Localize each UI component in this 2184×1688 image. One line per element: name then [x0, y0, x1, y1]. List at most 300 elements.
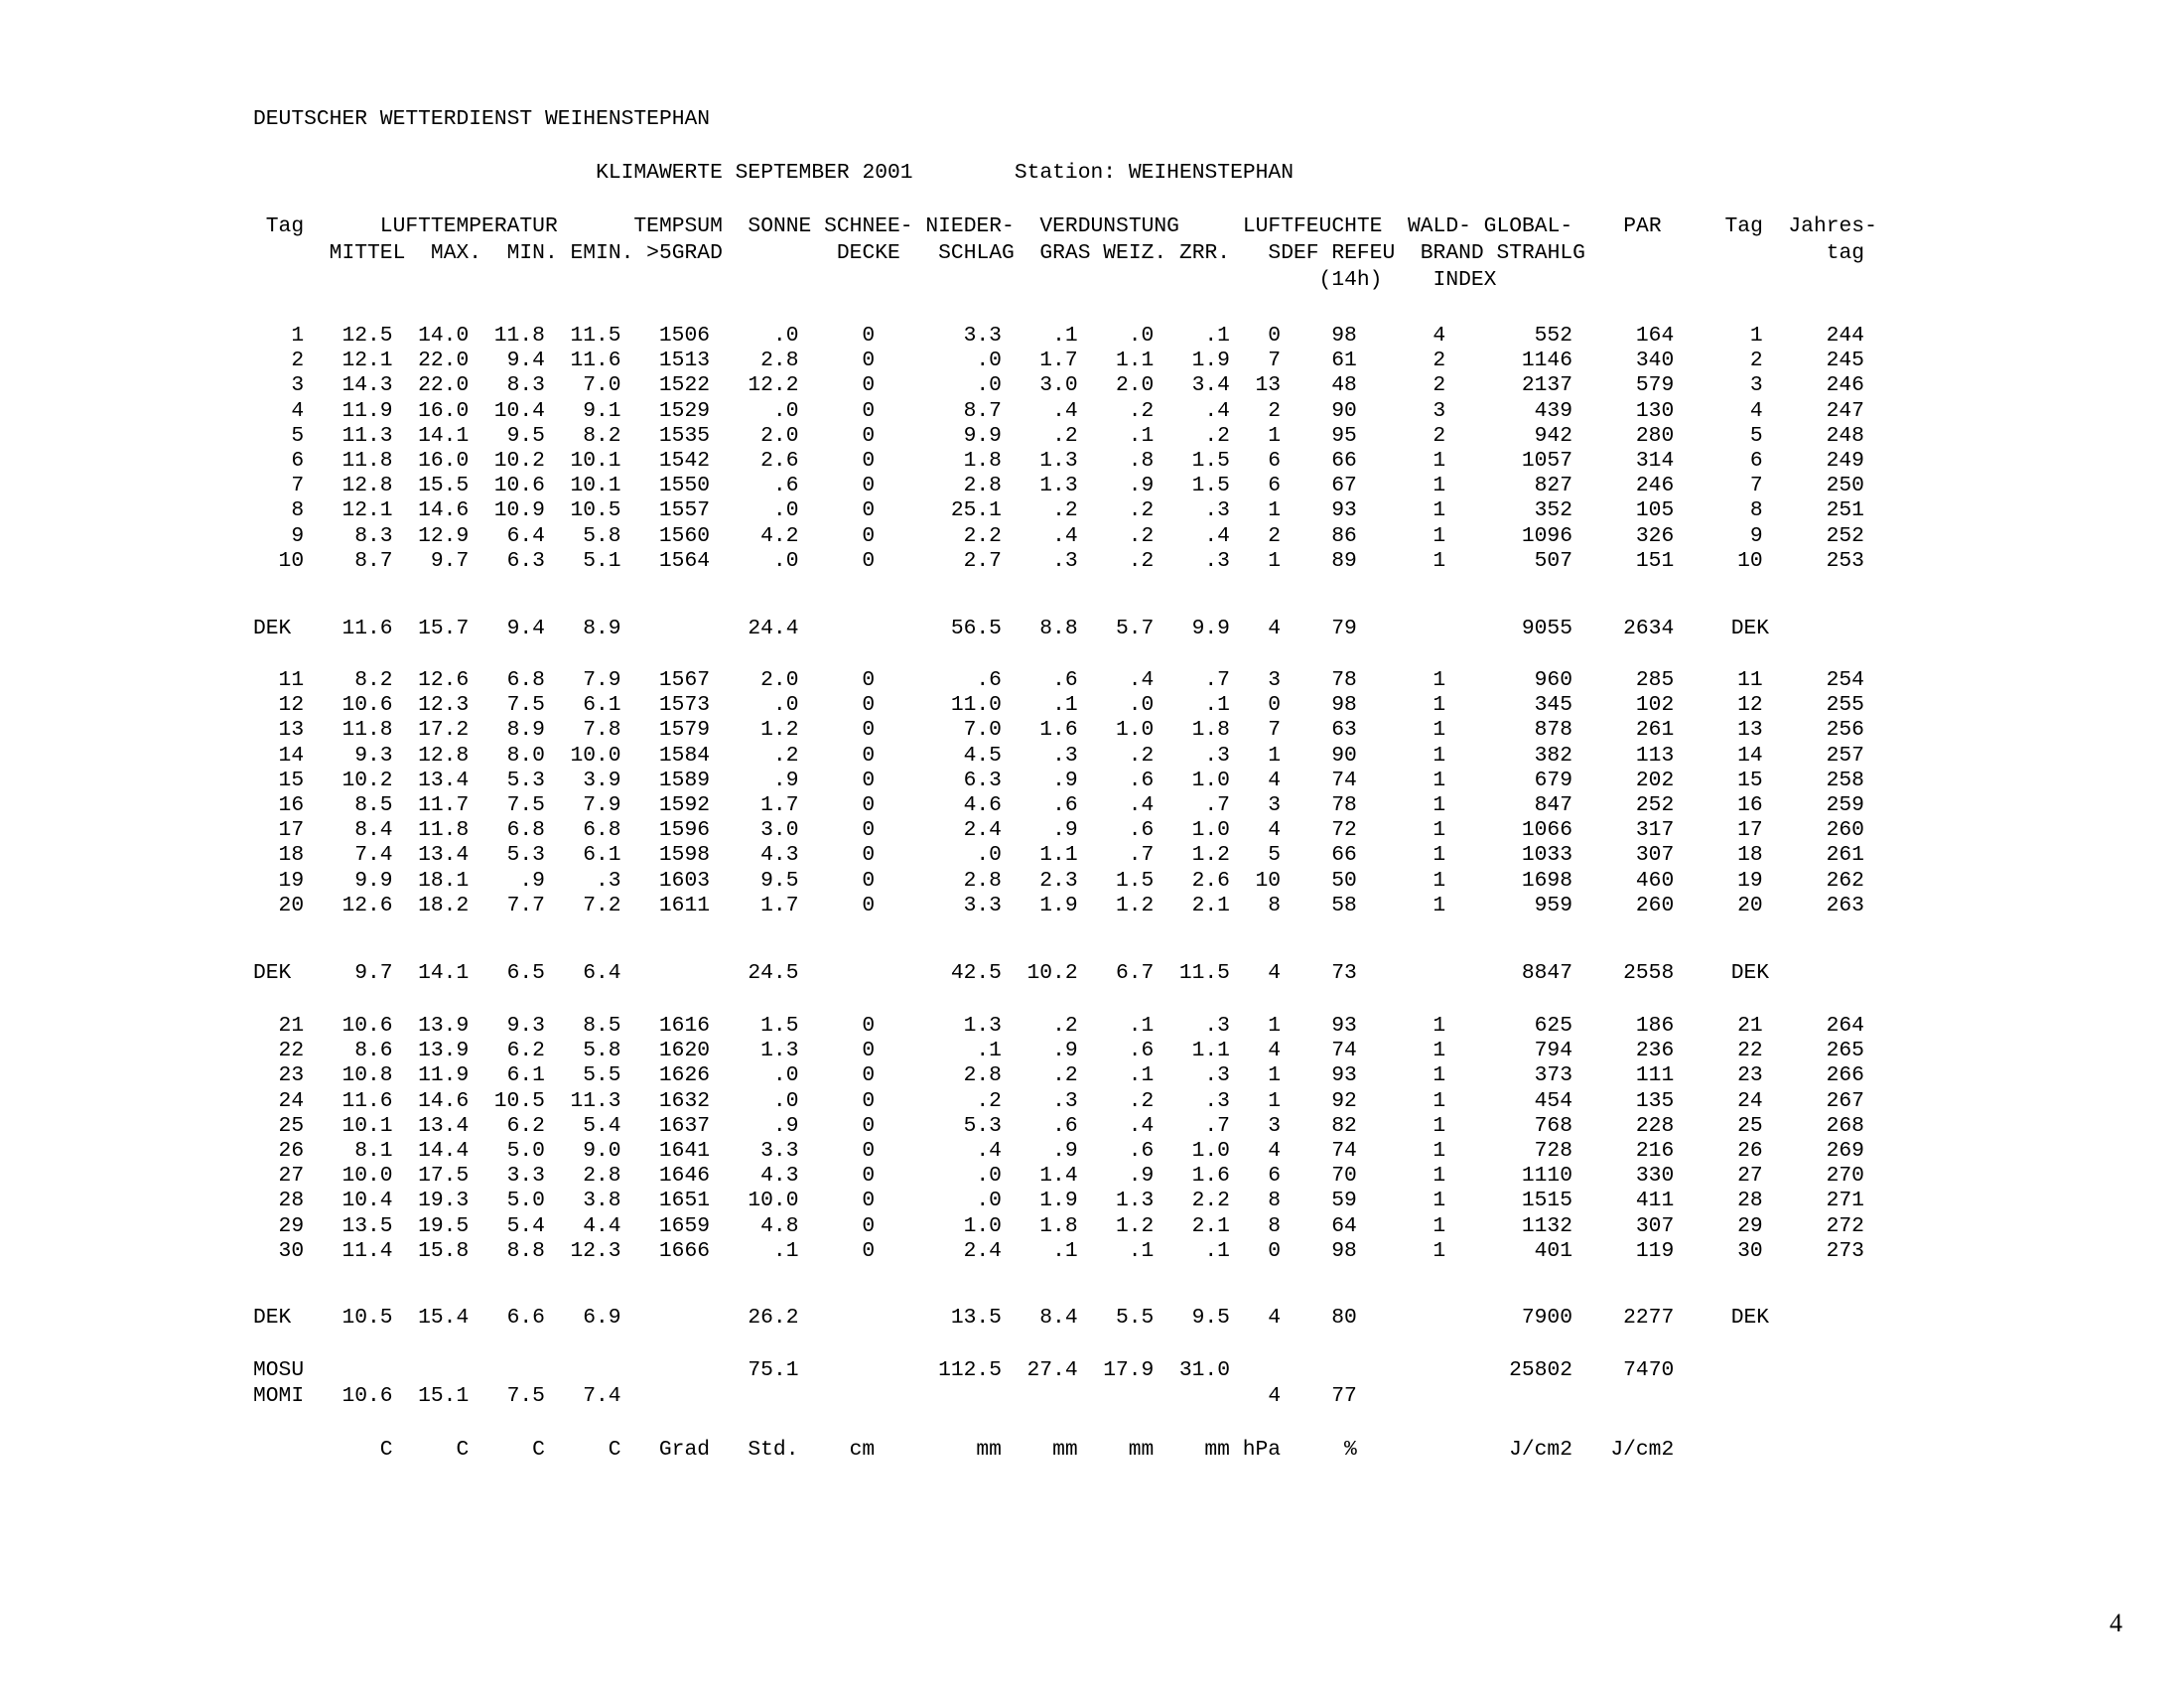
- cell-sdef: 4: [1268, 769, 1282, 792]
- cell-min: 9.3: [506, 1014, 545, 1038]
- cell-tempsum: 1535: [658, 424, 711, 448]
- cell-schnee: 0: [862, 399, 876, 423]
- cell-gras: 8.4: [1039, 1306, 1078, 1330]
- cell-zrr: .3: [1204, 498, 1230, 522]
- cell-weiz: .6: [1128, 769, 1155, 792]
- cell-zrr: 2.1: [1191, 894, 1230, 917]
- cell-par: 280: [1635, 424, 1675, 448]
- cell-min: 5.3: [506, 843, 545, 867]
- column-header-line-1: Tag LUFTTEMPERATUR TEMPSUM SONNE SCHNEE- NIEDER- VERDUNSTUNG LUFTFEUCHTE WALD- GLOBAL- PAR Tag Jahres-: [253, 214, 1877, 238]
- cell-mittel: 8.1: [354, 1139, 393, 1163]
- cell-nieder: 25.1: [950, 498, 1002, 522]
- cell-tag: 29: [278, 1214, 305, 1238]
- cell-zrr: .3: [1204, 1014, 1230, 1038]
- cell-nieder: 2.2: [963, 524, 1002, 548]
- cell-min: .9: [519, 869, 545, 893]
- cell-schnee: 0: [862, 894, 876, 917]
- cell-max: 15.7: [418, 617, 470, 640]
- cell-min: 8.3: [506, 373, 545, 397]
- cell-schnee: 0: [862, 498, 876, 522]
- cell-nieder: 1.0: [963, 1214, 1002, 1238]
- cell-wald: 1: [1433, 668, 1446, 692]
- cell-emin: 7.4: [583, 1384, 621, 1408]
- cell-global: 827: [1534, 474, 1572, 497]
- cell-sonne: 4.3: [760, 843, 799, 867]
- cell-sonne: .0: [772, 549, 799, 573]
- cell-mittel: 8.6: [354, 1039, 393, 1062]
- cell-jahrestag: 248: [1826, 424, 1864, 448]
- cell-sdef: hPa: [1242, 1438, 1282, 1462]
- cell-global: 1132: [1521, 1214, 1572, 1238]
- cell-tag2: 22: [1737, 1039, 1763, 1062]
- table-row: [253, 523, 1864, 550]
- cell-tag: 12: [278, 693, 305, 717]
- cell-mittel: 9.7: [354, 961, 393, 985]
- cell-global: 625: [1534, 1014, 1572, 1038]
- cell-label2: DEK: [1730, 961, 1770, 985]
- cell-zrr: 1.0: [1191, 1139, 1230, 1163]
- cell-jahrestag: 261: [1826, 843, 1864, 867]
- cell-sonne: 4.3: [760, 1164, 799, 1188]
- cell-par: 130: [1635, 399, 1675, 423]
- cell-mittel: 12.6: [341, 894, 393, 917]
- cell-refeu: 93: [1331, 498, 1357, 522]
- cell-min: 6.8: [506, 818, 545, 842]
- cell-wald: 1: [1433, 843, 1446, 867]
- cell-zrr: .7: [1204, 793, 1230, 817]
- cell-sonne: 4.8: [760, 1214, 799, 1238]
- cell-emin: 5.4: [583, 1114, 621, 1138]
- cell-schnee: 0: [862, 1014, 876, 1038]
- cell-tempsum: 1637: [658, 1114, 711, 1138]
- cell-tag2: 30: [1737, 1239, 1763, 1263]
- cell-label: MOSU: [253, 1358, 305, 1382]
- cell-tag: 22: [278, 1039, 305, 1062]
- cell-wald: 1: [1433, 769, 1446, 792]
- cell-refeu: 82: [1331, 1114, 1357, 1138]
- cell-min: 8.0: [506, 744, 545, 768]
- cell-par: 261: [1635, 718, 1675, 742]
- cell-min: 10.9: [493, 498, 545, 522]
- cell-gras: 1.4: [1039, 1164, 1078, 1188]
- cell-schnee: 0: [862, 1139, 876, 1163]
- cell-nieder: mm: [976, 1438, 1002, 1462]
- cell-sonne: 75.1: [748, 1358, 799, 1382]
- cell-gras: 1.3: [1039, 474, 1078, 497]
- cell-refeu: 63: [1331, 718, 1357, 742]
- cell-jahrestag: 266: [1826, 1063, 1864, 1087]
- table-row: [253, 1062, 1864, 1089]
- cell-nieder: .1: [976, 1039, 1002, 1062]
- cell-mittel: 13.5: [341, 1214, 393, 1238]
- cell-tag: 18: [278, 843, 305, 867]
- cell-weiz: .2: [1128, 549, 1155, 573]
- cell-nieder: 4.5: [963, 744, 1002, 768]
- cell-nieder: .0: [976, 373, 1002, 397]
- cell-zrr: 1.0: [1191, 769, 1230, 792]
- cell-sdef: 1: [1268, 424, 1282, 448]
- cell-zrr: 31.0: [1178, 1358, 1230, 1382]
- cell-sdef: 2: [1268, 399, 1282, 423]
- cell-global: 8847: [1521, 961, 1572, 985]
- cell-min: 10.4: [493, 399, 545, 423]
- cell-sdef: 1: [1268, 498, 1282, 522]
- cell-zrr: 3.4: [1191, 373, 1230, 397]
- institution-title: DEUTSCHER WETTERDIENST WEIHENSTEPHAN: [253, 107, 711, 131]
- cell-weiz: .6: [1128, 1139, 1155, 1163]
- cell-weiz: .2: [1128, 399, 1155, 423]
- cell-nieder: 9.9: [963, 424, 1002, 448]
- cell-mittel: 10.6: [341, 1384, 393, 1408]
- cell-wald: 1: [1433, 1164, 1446, 1188]
- cell-par: 186: [1635, 1014, 1675, 1038]
- cell-gras: 27.4: [1026, 1358, 1078, 1382]
- cell-max: 12.9: [418, 524, 470, 548]
- cell-wald: 1: [1433, 1014, 1446, 1038]
- cell-tag: 27: [278, 1164, 305, 1188]
- cell-refeu: 86: [1331, 524, 1357, 548]
- cell-gras: .6: [1052, 793, 1078, 817]
- cell-max: 12.8: [418, 744, 470, 768]
- cell-max: 14.6: [418, 498, 470, 522]
- cell-weiz: 6.7: [1115, 961, 1155, 985]
- cell-sonne: 2.6: [760, 449, 799, 473]
- cell-global: 373: [1534, 1063, 1572, 1087]
- table-row: [253, 372, 1864, 399]
- cell-sdef: 8: [1268, 1214, 1282, 1238]
- cell-refeu: 93: [1331, 1063, 1357, 1087]
- cell-tag: 26: [278, 1139, 305, 1163]
- cell-sdef: 1: [1268, 744, 1282, 768]
- cell-sonne: .0: [772, 1063, 799, 1087]
- cell-min: 5.4: [506, 1214, 545, 1238]
- cell-gras: .3: [1052, 1089, 1078, 1113]
- cell-global: 959: [1534, 894, 1572, 917]
- cell-global: 878: [1534, 718, 1572, 742]
- cell-refeu: %: [1343, 1438, 1357, 1462]
- cell-schnee: 0: [862, 474, 876, 497]
- cell-refeu: 66: [1331, 843, 1357, 867]
- cell-schnee: 0: [862, 1239, 876, 1263]
- cell-refeu: 80: [1331, 1306, 1357, 1330]
- cell-tag: 9: [291, 524, 305, 548]
- cell-min: 7.5: [506, 693, 545, 717]
- cell-tempsum: 1522: [658, 373, 711, 397]
- dekade-summary-3: [253, 1305, 1801, 1332]
- table-row: [253, 667, 1864, 694]
- cell-weiz: .9: [1128, 1164, 1155, 1188]
- cell-gras: 10.2: [1026, 961, 1078, 985]
- cell-schnee: 0: [862, 449, 876, 473]
- cell-sdef: 3: [1268, 1114, 1282, 1138]
- cell-emin: 10.5: [570, 498, 621, 522]
- cell-gras: .2: [1052, 1014, 1078, 1038]
- cell-tag2: 29: [1737, 1214, 1763, 1238]
- cell-par: 579: [1635, 373, 1675, 397]
- cell-sdef: 4: [1268, 961, 1282, 985]
- cell-tempsum: 1641: [658, 1139, 711, 1163]
- cell-weiz: .4: [1128, 793, 1155, 817]
- cell-min: 9.5: [506, 424, 545, 448]
- cell-min: 11.8: [493, 324, 545, 348]
- cell-schnee: 0: [862, 1039, 876, 1062]
- cell-sonne: 3.0: [760, 818, 799, 842]
- cell-mittel: 8.3: [354, 524, 393, 548]
- cell-tag2: 21: [1737, 1014, 1763, 1038]
- cell-mittel: 12.1: [341, 349, 393, 372]
- cell-global: 439: [1534, 399, 1572, 423]
- cell-tag: 21: [278, 1014, 305, 1038]
- cell-par: 285: [1635, 668, 1675, 692]
- cell-max: 18.1: [418, 869, 470, 893]
- cell-max: 11.7: [418, 793, 470, 817]
- report-title-line: [253, 160, 1294, 187]
- table-row: [253, 692, 1864, 719]
- cell-jahrestag: 268: [1826, 1114, 1864, 1138]
- cell-tempsum: 1646: [658, 1164, 711, 1188]
- cell-gras: 1.7: [1039, 349, 1078, 372]
- cell-wald: 1: [1433, 869, 1446, 893]
- cell-par: 7470: [1623, 1358, 1675, 1382]
- cell-nieder: 11.0: [950, 693, 1002, 717]
- cell-tag: 3: [291, 373, 305, 397]
- cell-par: 105: [1635, 498, 1675, 522]
- cell-zrr: .1: [1204, 324, 1230, 348]
- cell-nieder: 1.8: [963, 449, 1002, 473]
- cell-refeu: 64: [1331, 1214, 1357, 1238]
- cell-tag2: 7: [1749, 474, 1763, 497]
- cell-weiz: .4: [1128, 668, 1155, 692]
- cell-wald: 1: [1433, 1039, 1446, 1062]
- cell-zrr: 9.9: [1191, 617, 1230, 640]
- cell-sdef: 8: [1268, 894, 1282, 917]
- cell-max: 15.8: [418, 1239, 470, 1263]
- cell-jahrestag: 271: [1826, 1189, 1864, 1212]
- cell-tempsum: 1598: [658, 843, 711, 867]
- cell-max: 22.0: [418, 373, 470, 397]
- cell-sonne: .0: [772, 498, 799, 522]
- cell-mittel: 10.0: [341, 1164, 393, 1188]
- cell-global: 768: [1534, 1114, 1572, 1138]
- cell-jahrestag: 250: [1826, 474, 1864, 497]
- cell-sonne: 3.3: [760, 1139, 799, 1163]
- cell-min: 6.1: [506, 1063, 545, 1087]
- cell-mittel: 12.1: [341, 498, 393, 522]
- cell-sdef: 0: [1268, 324, 1282, 348]
- cell-tag2: 6: [1749, 449, 1763, 473]
- cell-refeu: 73: [1331, 961, 1357, 985]
- cell-zrr: .4: [1204, 399, 1230, 423]
- cell-wald: 2: [1433, 373, 1446, 397]
- cell-jahrestag: 265: [1826, 1039, 1864, 1062]
- cell-par: 216: [1635, 1139, 1675, 1163]
- cell-sdef: 0: [1268, 1239, 1282, 1263]
- cell-sonne: .0: [772, 399, 799, 423]
- cell-refeu: 92: [1331, 1089, 1357, 1113]
- cell-tempsum: 1560: [658, 524, 711, 548]
- cell-min: 7.7: [506, 894, 545, 917]
- cell-tempsum: 1564: [658, 549, 711, 573]
- cell-min: C: [532, 1438, 545, 1462]
- cell-zrr: .3: [1204, 1089, 1230, 1113]
- cell-min: 9.4: [506, 617, 545, 640]
- cell-nieder: 3.3: [963, 324, 1002, 348]
- cell-zrr: 1.6: [1191, 1164, 1230, 1188]
- table-row: [253, 868, 1864, 895]
- cell-max: 13.4: [418, 769, 470, 792]
- cell-sonne: .2: [772, 744, 799, 768]
- cell-refeu: 67: [1331, 474, 1357, 497]
- cell-global: 1057: [1521, 449, 1572, 473]
- cell-schnee: 0: [862, 769, 876, 792]
- cell-max: 15.1: [418, 1384, 470, 1408]
- cell-tag: 17: [278, 818, 305, 842]
- cell-tag2: 11: [1737, 668, 1763, 692]
- cell-nieder: 5.3: [963, 1114, 1002, 1138]
- cell-refeu: 61: [1331, 349, 1357, 372]
- cell-tempsum: 1573: [658, 693, 711, 717]
- cell-zrr: 2.6: [1191, 869, 1230, 893]
- cell-weiz: .2: [1128, 1089, 1155, 1113]
- cell-zrr: 2.2: [1191, 1189, 1230, 1212]
- cell-global: 345: [1534, 693, 1572, 717]
- cell-refeu: 90: [1331, 399, 1357, 423]
- cell-tag: 11: [278, 668, 305, 692]
- cell-mittel: 10.6: [341, 1014, 393, 1038]
- cell-sonne: 2.0: [760, 668, 799, 692]
- cell-nieder: .2: [976, 1089, 1002, 1113]
- cell-wald: 1: [1433, 693, 1446, 717]
- cell-tag2: 5: [1749, 424, 1763, 448]
- cell-zrr: .3: [1204, 549, 1230, 573]
- cell-wald: 1: [1433, 1189, 1446, 1212]
- cell-emin: 5.8: [583, 524, 621, 548]
- cell-wald: 1: [1433, 1139, 1446, 1163]
- cell-mittel: 8.4: [354, 818, 393, 842]
- table-row: [253, 842, 1864, 869]
- cell-gras: mm: [1052, 1438, 1078, 1462]
- cell-gras: .1: [1052, 324, 1078, 348]
- cell-tempsum: 1529: [658, 399, 711, 423]
- cell-max: 15.4: [418, 1306, 470, 1330]
- cell-global: 7900: [1521, 1306, 1572, 1330]
- cell-nieder: 56.5: [950, 617, 1002, 640]
- cell-tag2: 23: [1737, 1063, 1763, 1087]
- cell-weiz: .8: [1128, 449, 1155, 473]
- cell-gras: 3.0: [1039, 373, 1078, 397]
- cell-par: 460: [1635, 869, 1675, 893]
- cell-weiz: 5.7: [1115, 617, 1155, 640]
- cell-schnee: 0: [862, 373, 876, 397]
- cell-gras: 1.3: [1039, 449, 1078, 473]
- cell-gras: 2.3: [1039, 869, 1078, 893]
- cell-max: 14.1: [418, 424, 470, 448]
- cell-weiz: 2.0: [1115, 373, 1155, 397]
- cell-tempsum: 1666: [658, 1239, 711, 1263]
- cell-max: 17.2: [418, 718, 470, 742]
- cell-refeu: 77: [1331, 1384, 1357, 1408]
- cell-schnee: 0: [862, 324, 876, 348]
- cell-refeu: 70: [1331, 1164, 1357, 1188]
- table-row: [253, 348, 1864, 374]
- cell-tag: 16: [278, 793, 305, 817]
- cell-schnee: 0: [862, 1189, 876, 1212]
- cell-mittel: 7.4: [354, 843, 393, 867]
- cell-max: 16.0: [418, 449, 470, 473]
- cell-par: 202: [1635, 769, 1675, 792]
- cell-par: 326: [1635, 524, 1675, 548]
- cell-global: 1110: [1521, 1164, 1572, 1188]
- cell-weiz: .9: [1128, 474, 1155, 497]
- cell-tempsum: 1513: [658, 349, 711, 372]
- cell-emin: 6.9: [583, 1306, 621, 1330]
- cell-min: 5.3: [506, 769, 545, 792]
- cell-tempsum: 1589: [658, 769, 711, 792]
- cell-min: 10.6: [493, 474, 545, 497]
- cell-schnee: 0: [862, 718, 876, 742]
- cell-tempsum: 1542: [658, 449, 711, 473]
- cell-emin: C: [608, 1438, 621, 1462]
- cell-tempsum: 1659: [658, 1214, 711, 1238]
- cell-schnee: cm: [849, 1438, 876, 1462]
- cell-mittel: 11.8: [341, 449, 393, 473]
- cell-sdef: 4: [1268, 1139, 1282, 1163]
- cell-sdef: 4: [1268, 1039, 1282, 1062]
- cell-schnee: 0: [862, 668, 876, 692]
- cell-nieder: 2.8: [963, 869, 1002, 893]
- table-row: [253, 1138, 1864, 1165]
- cell-gras: .9: [1052, 1139, 1078, 1163]
- cell-jahrestag: 267: [1826, 1089, 1864, 1113]
- cell-sdef: 4: [1268, 617, 1282, 640]
- cell-nieder: 1.3: [963, 1014, 1002, 1038]
- cell-emin: 6.1: [583, 843, 621, 867]
- cell-gras: .2: [1052, 424, 1078, 448]
- cell-sdef: 3: [1268, 668, 1282, 692]
- cell-zrr: 1.8: [1191, 718, 1230, 742]
- cell-global: 679: [1534, 769, 1572, 792]
- station-name: Station: WEIHENSTEPHAN: [1014, 161, 1294, 185]
- cell-jahrestag: 247: [1826, 399, 1864, 423]
- cell-jahrestag: 263: [1826, 894, 1864, 917]
- cell-wald: 1: [1433, 1089, 1446, 1113]
- cell-tag2: 20: [1737, 894, 1763, 917]
- cell-sonne: .0: [772, 1089, 799, 1113]
- cell-sonne: 2.8: [760, 349, 799, 372]
- cell-min: 6.6: [506, 1306, 545, 1330]
- cell-par: 111: [1635, 1063, 1675, 1087]
- cell-jahrestag: 246: [1826, 373, 1864, 397]
- cell-tag2: 17: [1737, 818, 1763, 842]
- cell-zrr: 1.2: [1191, 843, 1230, 867]
- cell-wald: 2: [1433, 424, 1446, 448]
- cell-tag: 28: [278, 1189, 305, 1212]
- cell-label: DEK: [253, 617, 292, 640]
- cell-gras: .9: [1052, 769, 1078, 792]
- cell-nieder: 2.7: [963, 549, 1002, 573]
- cell-nieder: 8.7: [963, 399, 1002, 423]
- table-row: [253, 1163, 1864, 1190]
- cell-weiz: .1: [1128, 424, 1155, 448]
- cell-emin: .3: [596, 869, 621, 893]
- cell-global: 552: [1534, 324, 1572, 348]
- cell-zrr: .3: [1204, 1063, 1230, 1087]
- cell-max: 22.0: [418, 349, 470, 372]
- table-row: [253, 743, 1864, 770]
- cell-sdef: 1: [1268, 1014, 1282, 1038]
- cell-gras: .1: [1052, 1239, 1078, 1263]
- cell-emin: 8.9: [583, 617, 621, 640]
